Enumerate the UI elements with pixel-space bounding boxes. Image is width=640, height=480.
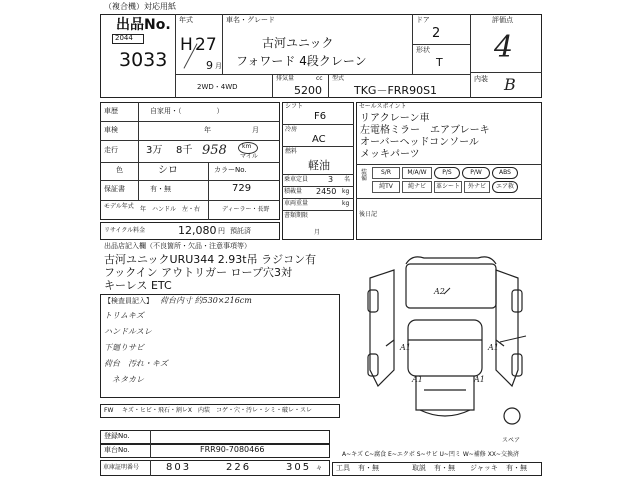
model-value: TKG－FRR90S1 — [354, 84, 438, 97]
notes-line-3: キーレス ETC — [104, 279, 172, 292]
spare-label: スペア — [502, 437, 521, 444]
damage-mark-4: A1 — [412, 375, 423, 384]
certificate-code-3: 305 — [286, 462, 312, 473]
equip-airbag: エア救 — [492, 181, 518, 193]
mileage-label: 走行 — [104, 146, 118, 154]
doors-value: 2 — [432, 26, 441, 41]
mileage-prefix: 3万 — [146, 145, 163, 156]
interior-label: 内装 — [474, 75, 488, 83]
equip-ext-navi: 外ナビ — [464, 181, 490, 193]
equip-leather: 革シート — [434, 181, 462, 193]
inspector-note-2: トリムキズ — [104, 311, 144, 320]
weight-unit: kg — [342, 200, 350, 207]
inspection-label: 車検 — [104, 126, 118, 134]
year-value: 27 — [195, 35, 217, 55]
ac-value: AC — [312, 134, 326, 145]
equip-navi: 純ナビ — [402, 181, 432, 193]
interior-value: B — [504, 75, 516, 94]
score-value: 4 — [494, 30, 514, 65]
certificate-code-1: 803 — [166, 462, 192, 473]
mileage-value: 958 — [202, 143, 227, 158]
ac-label: 冷房 — [285, 126, 298, 133]
mileage-mid: 8千 — [176, 145, 193, 156]
inspector-note-5: 荷台 汚れ・キズ — [104, 359, 168, 368]
sales-line-4: メッキパーツ — [360, 149, 420, 160]
damage-mark-5: A1 — [474, 375, 485, 384]
equip-sunroof: S/R — [372, 167, 400, 179]
fuel-value: 軽油 — [308, 159, 330, 172]
certificate-label: 車庫証明番号 — [103, 464, 140, 471]
damage-mark-2: A1 — [400, 343, 411, 352]
warranty-label: 保証書 — [104, 185, 125, 193]
post-text-label: 後日記 — [359, 211, 378, 218]
lot-label: 出品No. — [116, 17, 171, 33]
manual-value: 有・無 — [434, 464, 455, 472]
warranty-value: 有・無 — [150, 185, 171, 193]
capacity-value: 3 — [328, 175, 334, 184]
equipment-label: 装備 — [361, 169, 368, 182]
chassis-value: FRR90-7080466 — [200, 445, 265, 454]
equip-power-steering: P/S — [434, 167, 460, 179]
vehicle-name: 古河ユニック — [262, 36, 334, 50]
color-code-value: 729 — [232, 183, 252, 194]
certificate-code-2: 226 — [226, 462, 252, 473]
manual-label: 取説 — [412, 464, 426, 472]
tools-label: 工具 — [336, 464, 350, 472]
color-label: 色 — [116, 166, 123, 174]
equip-power-window: P/W — [462, 167, 490, 179]
year-month-suffix: 月 — [215, 62, 222, 70]
expiry-month: 月 — [314, 229, 321, 236]
load-label: 積載量 — [284, 188, 303, 195]
registration-label: 登録No. — [104, 432, 130, 440]
recycle-note: 預託済 — [230, 227, 251, 235]
equip-alloy-wheel: M/A/W — [402, 167, 432, 179]
score-label: 評価点 — [492, 16, 513, 24]
recycle-unit: 円 — [218, 227, 225, 235]
model-year-label: モデル年式 — [104, 203, 134, 210]
model-year-options: 年 ハンドル 左・右 — [140, 206, 201, 213]
shift-value: F6 — [314, 111, 327, 122]
capacity-label: 乗車定員 — [284, 176, 309, 183]
history-value: 自家用・（ ） — [150, 107, 224, 115]
sales-point-label: セールスポイント — [359, 103, 407, 110]
displacement-label: 排気量 — [276, 75, 295, 82]
inspector-label: 【検査員記入】 — [104, 297, 153, 305]
equip-tv: 純TV — [372, 181, 400, 193]
sheet-header-label: （複合機）対応用紙 — [104, 2, 176, 11]
registration-row — [100, 430, 330, 444]
load-value: 2450 — [316, 187, 337, 196]
recycle-label: リサイクル料金 — [104, 227, 146, 234]
mileage-mile-label: マイル — [240, 153, 258, 160]
expiry-label: 書類期限 — [284, 212, 309, 219]
doors-label: ドア — [416, 16, 430, 24]
inspector-note-6: ネタカレ — [112, 375, 144, 384]
drive-label: 2WD・4WD — [197, 83, 238, 91]
year-era: H — [180, 35, 193, 55]
damage-mark-3: A1 — [488, 343, 499, 352]
equip-abs: ABS — [492, 167, 518, 179]
inspection-month: 月 — [252, 126, 259, 134]
sales-line-2: 左電格ミラー エアブレーキ — [360, 125, 490, 136]
sales-line-1: リアクレーン車 — [360, 113, 430, 124]
displacement-value: 5200 — [294, 84, 322, 97]
fw-text: キズ・ヒビ・飛石・割レX 内装 コゲ・穴・汚レ・シミ・破レ・スレ — [122, 407, 312, 414]
inspector-note-1: 荷台内寸 約530×216cm — [160, 296, 252, 305]
shape-value: T — [436, 56, 443, 69]
chassis-label: 車台No. — [104, 446, 130, 454]
sales-line-3: オーバーヘッドコンソール — [360, 137, 479, 148]
color-value: シロ — [158, 165, 178, 176]
fuel-label: 燃料 — [285, 148, 298, 155]
vehicle-label: 車名・グレード — [226, 16, 275, 24]
history-label: 車歴 — [104, 107, 118, 115]
notes-line-2: フックイン アウトリガー ロープ穴3対 — [104, 266, 293, 279]
vehicle-grade: フォワード 4段クレーン — [236, 54, 367, 68]
year-month: 9 — [206, 59, 213, 72]
inspector-note-3: ハンドルスレ — [104, 327, 152, 336]
weight-label: 車両重量 — [284, 200, 309, 207]
displacement-unit: cc — [316, 75, 323, 82]
inspector-note-4: 下廻りサビ — [104, 343, 144, 352]
shape-label: 形状 — [416, 46, 430, 54]
year-label: 年式 — [179, 16, 193, 24]
certificate-mark: 々 — [316, 465, 323, 472]
lot-ref: 2044 — [115, 34, 133, 42]
lot-number: 3033 — [119, 49, 168, 71]
damage-legend: A~キズ C~腐食 E~エクボ S~サビ U~凹ミ W~補修 XX~交換済 — [342, 451, 519, 458]
model-label: 型式 — [332, 75, 345, 82]
mileage-km-label: km — [242, 143, 252, 150]
damage-mark-1: A2 — [434, 287, 445, 296]
jack-label: ジャッキ — [470, 464, 498, 472]
load-unit: kg — [342, 188, 350, 195]
shift-label: シフト — [285, 103, 304, 110]
notes-label: 出品店記入欄（不良箇所・欠品・注意事項等） — [104, 242, 251, 250]
tools-value: 有・無 — [358, 464, 379, 472]
color-code-label: カラーNo. — [214, 166, 247, 174]
fw-label: FW — [104, 407, 114, 414]
inspection-year: 年 — [204, 126, 211, 134]
capacity-unit: 名 — [344, 176, 351, 183]
dealer-label: ディーラー・長野 — [222, 206, 270, 213]
recycle-value: 12,080 — [178, 224, 217, 237]
damage-diagram — [350, 250, 540, 430]
notes-line-1: 古河ユニックURU344 2.93t吊 ラジコン有 — [104, 253, 317, 266]
jack-value: 有・無 — [506, 464, 527, 472]
